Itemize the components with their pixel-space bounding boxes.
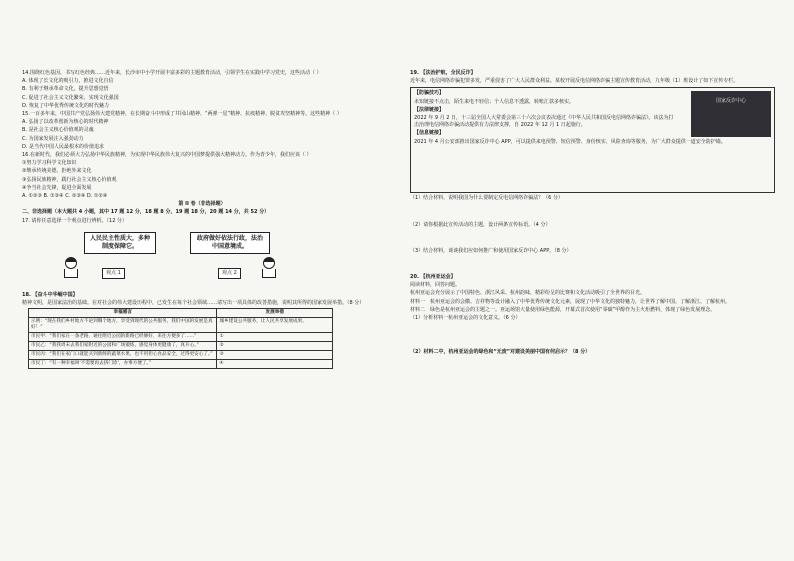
answer-cell[interactable]: ② (217, 342, 333, 351)
q18-title: 18. 【奋斗中华崛中国】 (22, 291, 78, 298)
q15-option-b: B. 是社会主义核心价值观的灵魂 (22, 127, 94, 134)
table-cell: 示例：“现在我们乡村地方不论到哪个地方，享受到现代的公共服务，我们中国的发展是真好！” (29, 318, 217, 333)
q16-option-2: ②继承传统美德，拒绝外来文化 (22, 168, 92, 175)
table-row (29, 360, 333, 369)
table-header: 幸福感言 (29, 309, 217, 318)
q20-2: （2）材料二中，杭州亚运会的绿色和“无废”对建设美丽中国有何启示？（8 分） (410, 349, 591, 356)
q14-option-c: C. 促进了社会主义文化繁荣，实现文化强国 (22, 94, 119, 101)
q15-option-d: D. 是当代中国人民最根本的价值追求 (22, 143, 105, 150)
table-header-row (29, 309, 333, 318)
right-column (410, 70, 775, 357)
table-cell: 市民甲：“我们家在一条老路，通往附近公园的新路已经修好，来往方便多了……” (29, 333, 217, 342)
part2-title: 第 II 卷（非选择题） (178, 201, 226, 208)
q15-option-a: A. 弘扬了以改革创新为核心的时代精神 (22, 119, 109, 126)
table-row (29, 342, 333, 351)
q16-option-1: ①努力学习科学文化知识 (22, 160, 77, 167)
q19-title: 19. 【法治护航，全民反诈】 (410, 70, 476, 76)
q14-option-d: D. 恢复了中华优秀传统文化的时代魅力 (22, 102, 110, 109)
table-cell: 市民丁：“有一种幸福叫‘不需要再去挤门诊’，办事方便了。” (29, 360, 217, 369)
answer-cell[interactable]: ③ (217, 351, 333, 360)
answer-space[interactable] (410, 230, 775, 248)
student-figure-icon (262, 258, 276, 278)
table-row (29, 318, 333, 333)
q20-intro: 阅读材料，回答问题。 (410, 282, 461, 289)
q20-paragraph: 杭州亚运会充分展示了中国特色、浙江风采、杭州韵味，精彩纷呈的比赛和文化活动吸引了全世界的目光。 (410, 290, 646, 297)
table-header: 发展举措 (217, 309, 333, 318)
left-column (22, 70, 382, 369)
q17-diagram (22, 228, 382, 288)
answer-cell[interactable]: ① (217, 333, 333, 342)
part2-header: 二、非选择题（本大题共 4 小题，其中 17 题 12 分，18 题 8 分，19 题 18 分，20 题 14 分，共 52 分） (22, 209, 270, 216)
photo-caption: 国家反诈中心 (715, 98, 746, 105)
box1-tag: 【防骗技巧】 (414, 90, 445, 97)
speech-bubble-1: 人民民主性质大，多种制度保障它。 (84, 232, 156, 254)
student-figure-icon (64, 258, 78, 278)
q16-stem: 16.在新时代，我们必须大力弘扬中华民族精神，为实现中华民族伟大复兴的中国梦提供强大精神动力。作为青少年，我们应该（ ） (22, 152, 312, 159)
q18-stem: 精神文明，是国家法治的基础。在对社会的伟大建设历程中，已发生在每个社会领域……请写出一项具体的改善措施，说明其所得的国家发展举措。（8 分） (22, 300, 365, 307)
q20-material-2: 材料二 绿色是杭州亚运会的主题之一。亚运场馆大量使用绿色能源，开幕式首次使用“零碳”甲醇作为主火炬燃料，体现了绿色发展理念。 (410, 306, 716, 313)
table-cell: 城乡建设公共服务，让人民共享发展成果。 (217, 318, 333, 333)
box2-text: 2022 年 9 月 2 日，十三届全国人大常委会第三十六次会议表决通过《中华人民共和国反电信网络诈骗法》。该法为打击治理电信网络诈骗活动提供有力法律支撑，自 2022 年 12 月 1 日起施行。 (414, 115, 674, 129)
q16-option-4: ④争当社会先锋，促进全面发展 (22, 184, 92, 191)
anti-fraud-center-photo (691, 91, 771, 137)
table-cell: 市民丙：“我们在家门口就能买到新鲜的蔬菜水果，也不用担心食品安全，过得更安心了。” (29, 351, 217, 360)
speech-bubble-2: 政府做好依法行政，法治中国意境成。 (190, 232, 270, 254)
table-row (29, 351, 333, 360)
q15-option-c: C. 为国家发展注入强劲动力 (22, 135, 84, 142)
viewpoint-2-label: 观点 2 (218, 268, 241, 279)
box1-text: 未知链接不点击，陌生来电不轻信；个人信息不透露，转账汇款多核实。 (414, 98, 575, 105)
answer-space[interactable] (410, 323, 775, 349)
q16-choices: A. ①②③ B. ①③④ C. ②③④ D. ①②④ (22, 193, 108, 200)
answer-space[interactable] (410, 256, 775, 274)
q14-stem: 14.围绕红色基因、书写红色经典……近年来，长沙市中小学开展丰富多彩的主题教育活动，引领学生在实践中学习党史，这些活动（ ） (22, 70, 322, 76)
viewpoint-1-label: 观点 1 (102, 268, 125, 279)
q19-1: （1）结合材料，说明我国为什么要制定反电信网络诈骗法？（6 分） (410, 195, 563, 202)
box3-text: 2021 年 4 月公安部推出国家反诈中心 APP，可以提供来电预警、短信预警、身份核实、风险查询等服务，为广大群众提供一道安全防护墙。 (414, 138, 726, 145)
q15-stem: 15.一百多年来，中国共产党弘扬伟大建党精神，在长期奋斗中形成了井冈山精神、“两弹一星”精神、抗疫精神、脱贫攻坚精神等。这些精神（ ） (22, 111, 342, 118)
table-row (29, 333, 333, 342)
table-cell: 市民乙：“我我周末去我们家附近的公园和广场锻炼，感觉身体更健康了，真开心。” (29, 342, 217, 351)
answer-cell[interactable]: ④ (217, 360, 333, 369)
q18-table (28, 308, 333, 369)
answer-space[interactable] (410, 204, 775, 222)
box3-tag: 【信息链接】 (414, 130, 445, 137)
q14-option-a: A. 体现了长文化的吸引力，推进文化自信 (22, 78, 114, 85)
box2-tag: 【法律链接】 (414, 106, 445, 113)
q20-title: 20. 【杭州亚运会】 (410, 274, 456, 281)
promo-panel (410, 87, 775, 193)
q16-option-3: ③弘扬民族精神，践行社会主义核心价值观 (22, 176, 117, 183)
q19-intro: 近年来，电信网络诈骗犯罪多发，严重侵害了广大人民群众利益。某校开展反电信网络诈骗主题宣传教育活动，九年级（1）班设计了如下宣传专栏。 (410, 78, 739, 85)
q17-stem: 17. 请你任意选择一个观点进行辨析。（12 分） (22, 217, 127, 224)
q20-1: （1）分析材料一杭州亚运会的文化意义。（6 分） (410, 315, 521, 322)
q19-2: （2）请你根据此宣传活动的主题，设计两条宣传标语。（4 分） (410, 221, 551, 228)
q14-option-b: B. 有利于继承革命文化，提升思想觉悟 (22, 86, 109, 93)
q20-material-1: 材料一 杭州亚运会的会徽、吉祥物等设计融入了中华优秀传统文化元素，展现了中华文化的独特魅力，让世界了解中国、了解浙江、了解杭州。 (410, 298, 731, 305)
q19-3: （3）结合材料，谈谈我们应如何推广和使用国家反诈中心 APP。（8 分） (410, 247, 572, 254)
